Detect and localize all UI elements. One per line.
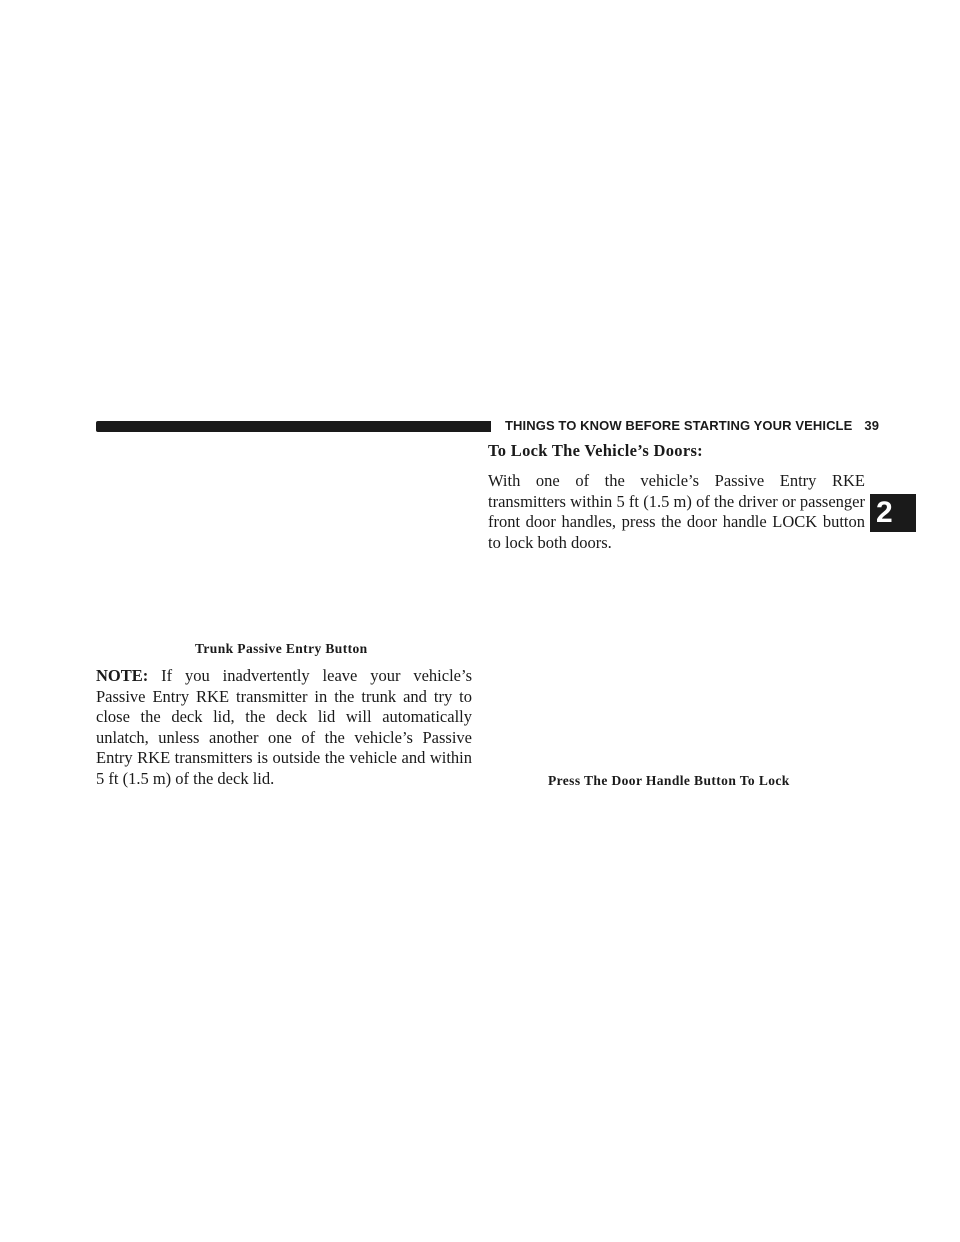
note-text: If you inadvertently leave your vehicle’s Passive Entry RKE transmitter in the trunk and try to close the deck lid, the deck lid will automatically unlatch, unless another one of the vehicle’s Passive Entry RKE transmitters is outside the vehicle and within 5 ft (1.5 m) of the deck lid. <box>96 666 472 788</box>
note-label: NOTE: <box>96 666 149 685</box>
running-header <box>505 418 879 433</box>
page-number: 39 <box>864 418 880 433</box>
note-paragraph <box>96 666 472 789</box>
section-title: THINGS TO KNOW BEFORE STARTING YOUR VEHICLE <box>505 418 853 433</box>
header-rule <box>96 421 491 432</box>
lock-doors-heading: To Lock The Vehicle’s Doors: <box>488 441 703 460</box>
door-figure-caption: Press The Door Handle Button To Lock <box>548 773 790 788</box>
trunk-figure-caption: Trunk Passive Entry Button <box>195 641 368 656</box>
trunk-button-figure <box>96 440 472 640</box>
lock-doors-paragraph: With one of the vehicle’s Passive Entry RKE transmitters within 5 ft (1.5 m) of the driver or passenger front door handles, press the door handle LOCK button to lock both doors. <box>488 471 865 552</box>
chapter-tab: 2 <box>870 494 916 532</box>
lock-doors-block <box>488 471 865 553</box>
note-block <box>96 666 472 789</box>
door-handle-figure <box>488 555 865 765</box>
